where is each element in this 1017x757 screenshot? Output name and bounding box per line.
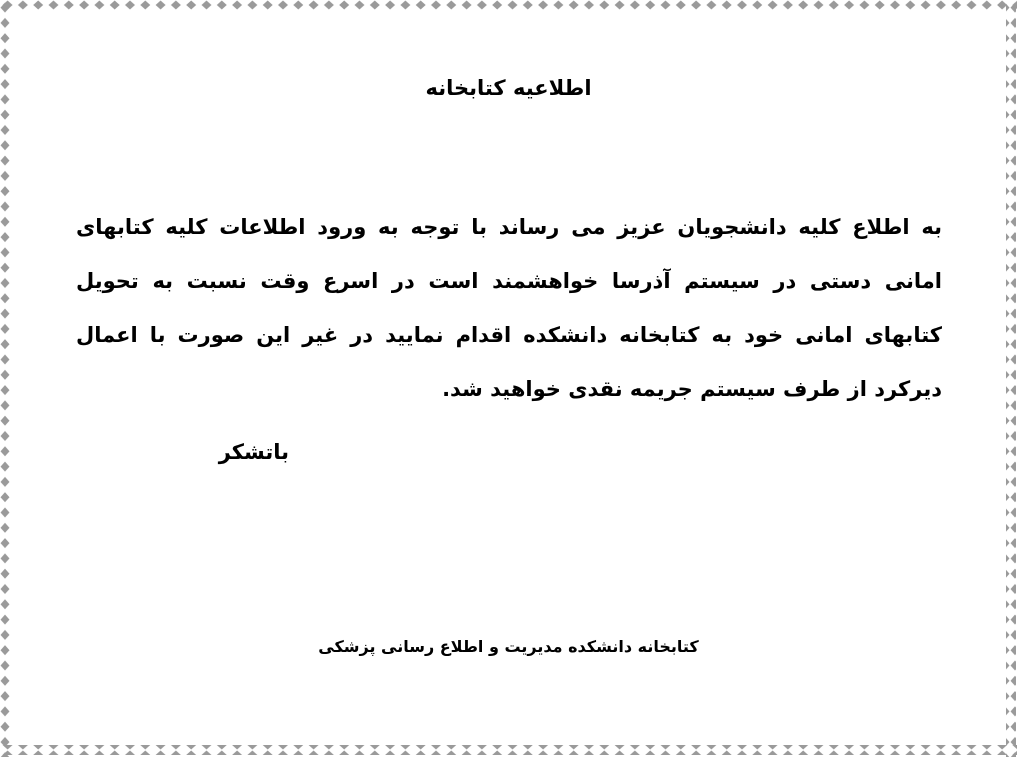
closing-text: باتشکر bbox=[218, 440, 289, 464]
notice-title: اطلاعیه کتابخانه bbox=[425, 76, 592, 100]
signature-text: کتابخانه دانشکده مدیریت و اطلاع رسانی پزشکی bbox=[318, 637, 699, 656]
notice-body: به اطلاع کلیه دانشجویان عزیز می رساند با توجه به ورود اطلاعات کلیه کتابهای امانی دستی در سیستم آذرسا خواهشمند است در اسرع وقت نسبت به تحویل کتابهای امانی خود به کتابخانه دانشکده اقدام نمایید در غیر این صورت با اعمال دیرکرد از طرف سیستم جریمه نقدی خواهید شد. bbox=[76, 215, 942, 401]
